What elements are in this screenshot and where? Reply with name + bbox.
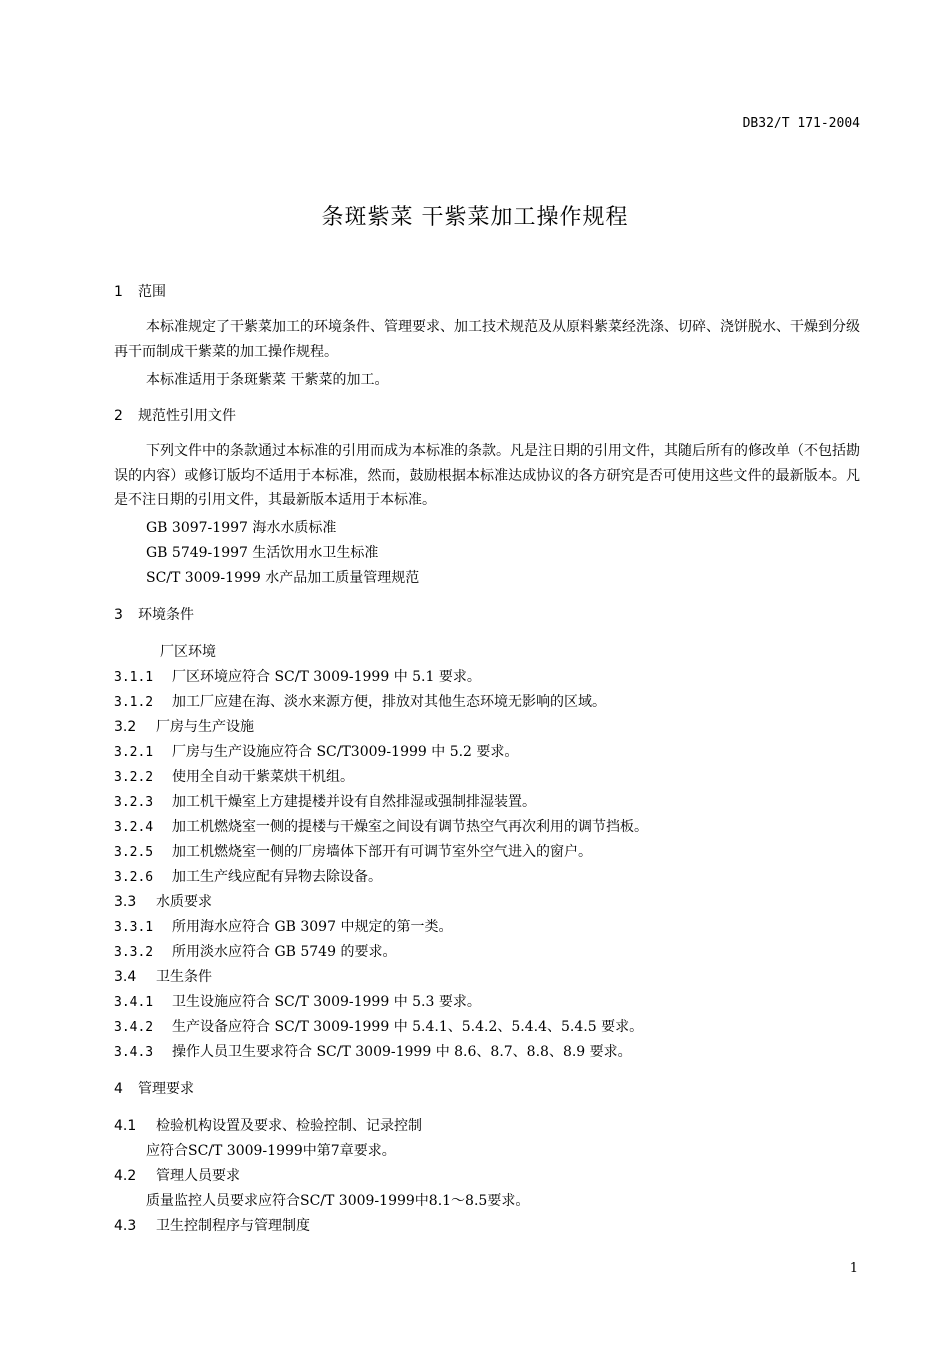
subsection-4-1-text: 应符合SC/T 3009-1999中第7章要求。 (146, 1143, 396, 1159)
clause-item: 3.3.1 所用海水应符合 GB 3097 中规定的第一类。 (114, 919, 453, 935)
subsection-3-3-heading: 3.3 水质要求 (114, 894, 212, 910)
clause-item: 3.3.2 所用淡水应符合 GB 5749 的要求。 (114, 944, 397, 960)
section-1-heading (114, 281, 166, 301)
subsection-3-2-heading: 3.2 厂房与生产设施 (114, 719, 254, 735)
clause-item: 3.4.1 卫生设施应符合 SC/T 3009-1999 中 5.3 要求。 (114, 994, 481, 1010)
subsection-3-1-title: 厂区环境 (160, 644, 216, 660)
clause-item: 3.2.3 加工机干燥室上方建提楼并设有自然排湿或强制排湿装置。 (114, 794, 536, 810)
subsection-4-3-heading: 4.3 卫生控制程序与管理制度 (114, 1218, 310, 1234)
section-1-paragraph-2: 本标准适用于条斑紫菜 干紫菜的加工。 (146, 372, 389, 388)
subsection-3-4-heading: 3.4 卫生条件 (114, 969, 212, 985)
section-title: 管理要求 (138, 1081, 194, 1097)
clause-item: 3.1.1 厂区环境应符合 SC/T 3009-1999 中 5.1 要求。 (114, 669, 481, 685)
reference-item: GB 5749-1997 生活饮用水卫生标准 (146, 545, 379, 561)
section-title: 范围 (138, 284, 166, 300)
subsection-4-1-heading: 4.1 检验机构设置及要求、检验控制、记录控制 (114, 1118, 422, 1134)
page-number: 1 (849, 1261, 858, 1276)
section-title: 环境条件 (138, 607, 194, 623)
section-number: 2 (114, 408, 123, 424)
clause-item: 3.2.4 加工机燃烧室一侧的提楼与干燥室之间设有调节热空气再次利用的调节挡板。 (114, 819, 648, 835)
section-2-paragraph: 下列文件中的条款通过本标准的引用而成为本标准的条款。凡是注日期的引用文件，其随后所有的修改单（不包括勘误的内容）或修订版均不适用于本标准，然而，鼓励根据本标准达成协议的各方研究是否可使用这些文件的最新版本。凡是不注日期的引用文件，其最新版本适用于本标准。 (114, 443, 860, 508)
standard-code: DB32/T 171-2004 (742, 116, 860, 131)
section-3-heading (114, 604, 194, 624)
section-number: 1 (114, 284, 123, 300)
reference-item: GB 3097-1997 海水水质标准 (146, 520, 337, 536)
clause-item: 3.2.2 使用全自动干紫菜烘干机组。 (114, 769, 354, 785)
section-4-heading (114, 1078, 194, 1098)
clause-item: 3.2.5 加工机燃烧室一侧的厂房墙体下部开有可调节室外空气进入的窗户。 (114, 844, 592, 860)
clause-item: 3.2.1 厂房与生产设施应符合 SC/T3009-1999 中 5.2 要求。 (114, 744, 519, 760)
subsection-4-2-heading: 4.2 管理人员要求 (114, 1168, 240, 1184)
clause-item: 3.4.2 生产设备应符合 SC/T 3009-1999 中 5.4.1、5.4.2、5.4.4、5.4.5 要求。 (114, 1019, 644, 1035)
section-number: 4 (114, 1081, 123, 1097)
section-2-heading (114, 405, 236, 425)
clause-item: 3.4.3 操作人员卫生要求符合 SC/T 3009-1999 中 8.6、8.7、8.8、8.9 要求。 (114, 1044, 632, 1060)
document-title: 条斑紫菜 干紫菜加工操作规程 (321, 205, 629, 230)
clause-item: 3.2.6 加工生产线应配有异物去除设备。 (114, 869, 382, 885)
reference-item: SC/T 3009-1999 水产品加工质量管理规范 (146, 570, 420, 586)
section-title: 规范性引用文件 (138, 408, 236, 424)
section-number: 3 (114, 607, 123, 623)
clause-item: 3.1.2 加工厂应建在海、淡水来源方便，排放对其他生态环境无影响的区域。 (114, 694, 606, 710)
section-1-paragraph-1: 本标准规定了干紫菜加工的环境条件、管理要求、加工技术规范及从原料紫菜经洗涤、切碎、浇饼脱水、干燥到分级再干而制成干紫菜的加工操作规程。 (114, 319, 860, 360)
subsection-4-2-text: 质量监控人员要求应符合SC/T 3009-1999中8.1～8.5要求。 (146, 1193, 530, 1209)
